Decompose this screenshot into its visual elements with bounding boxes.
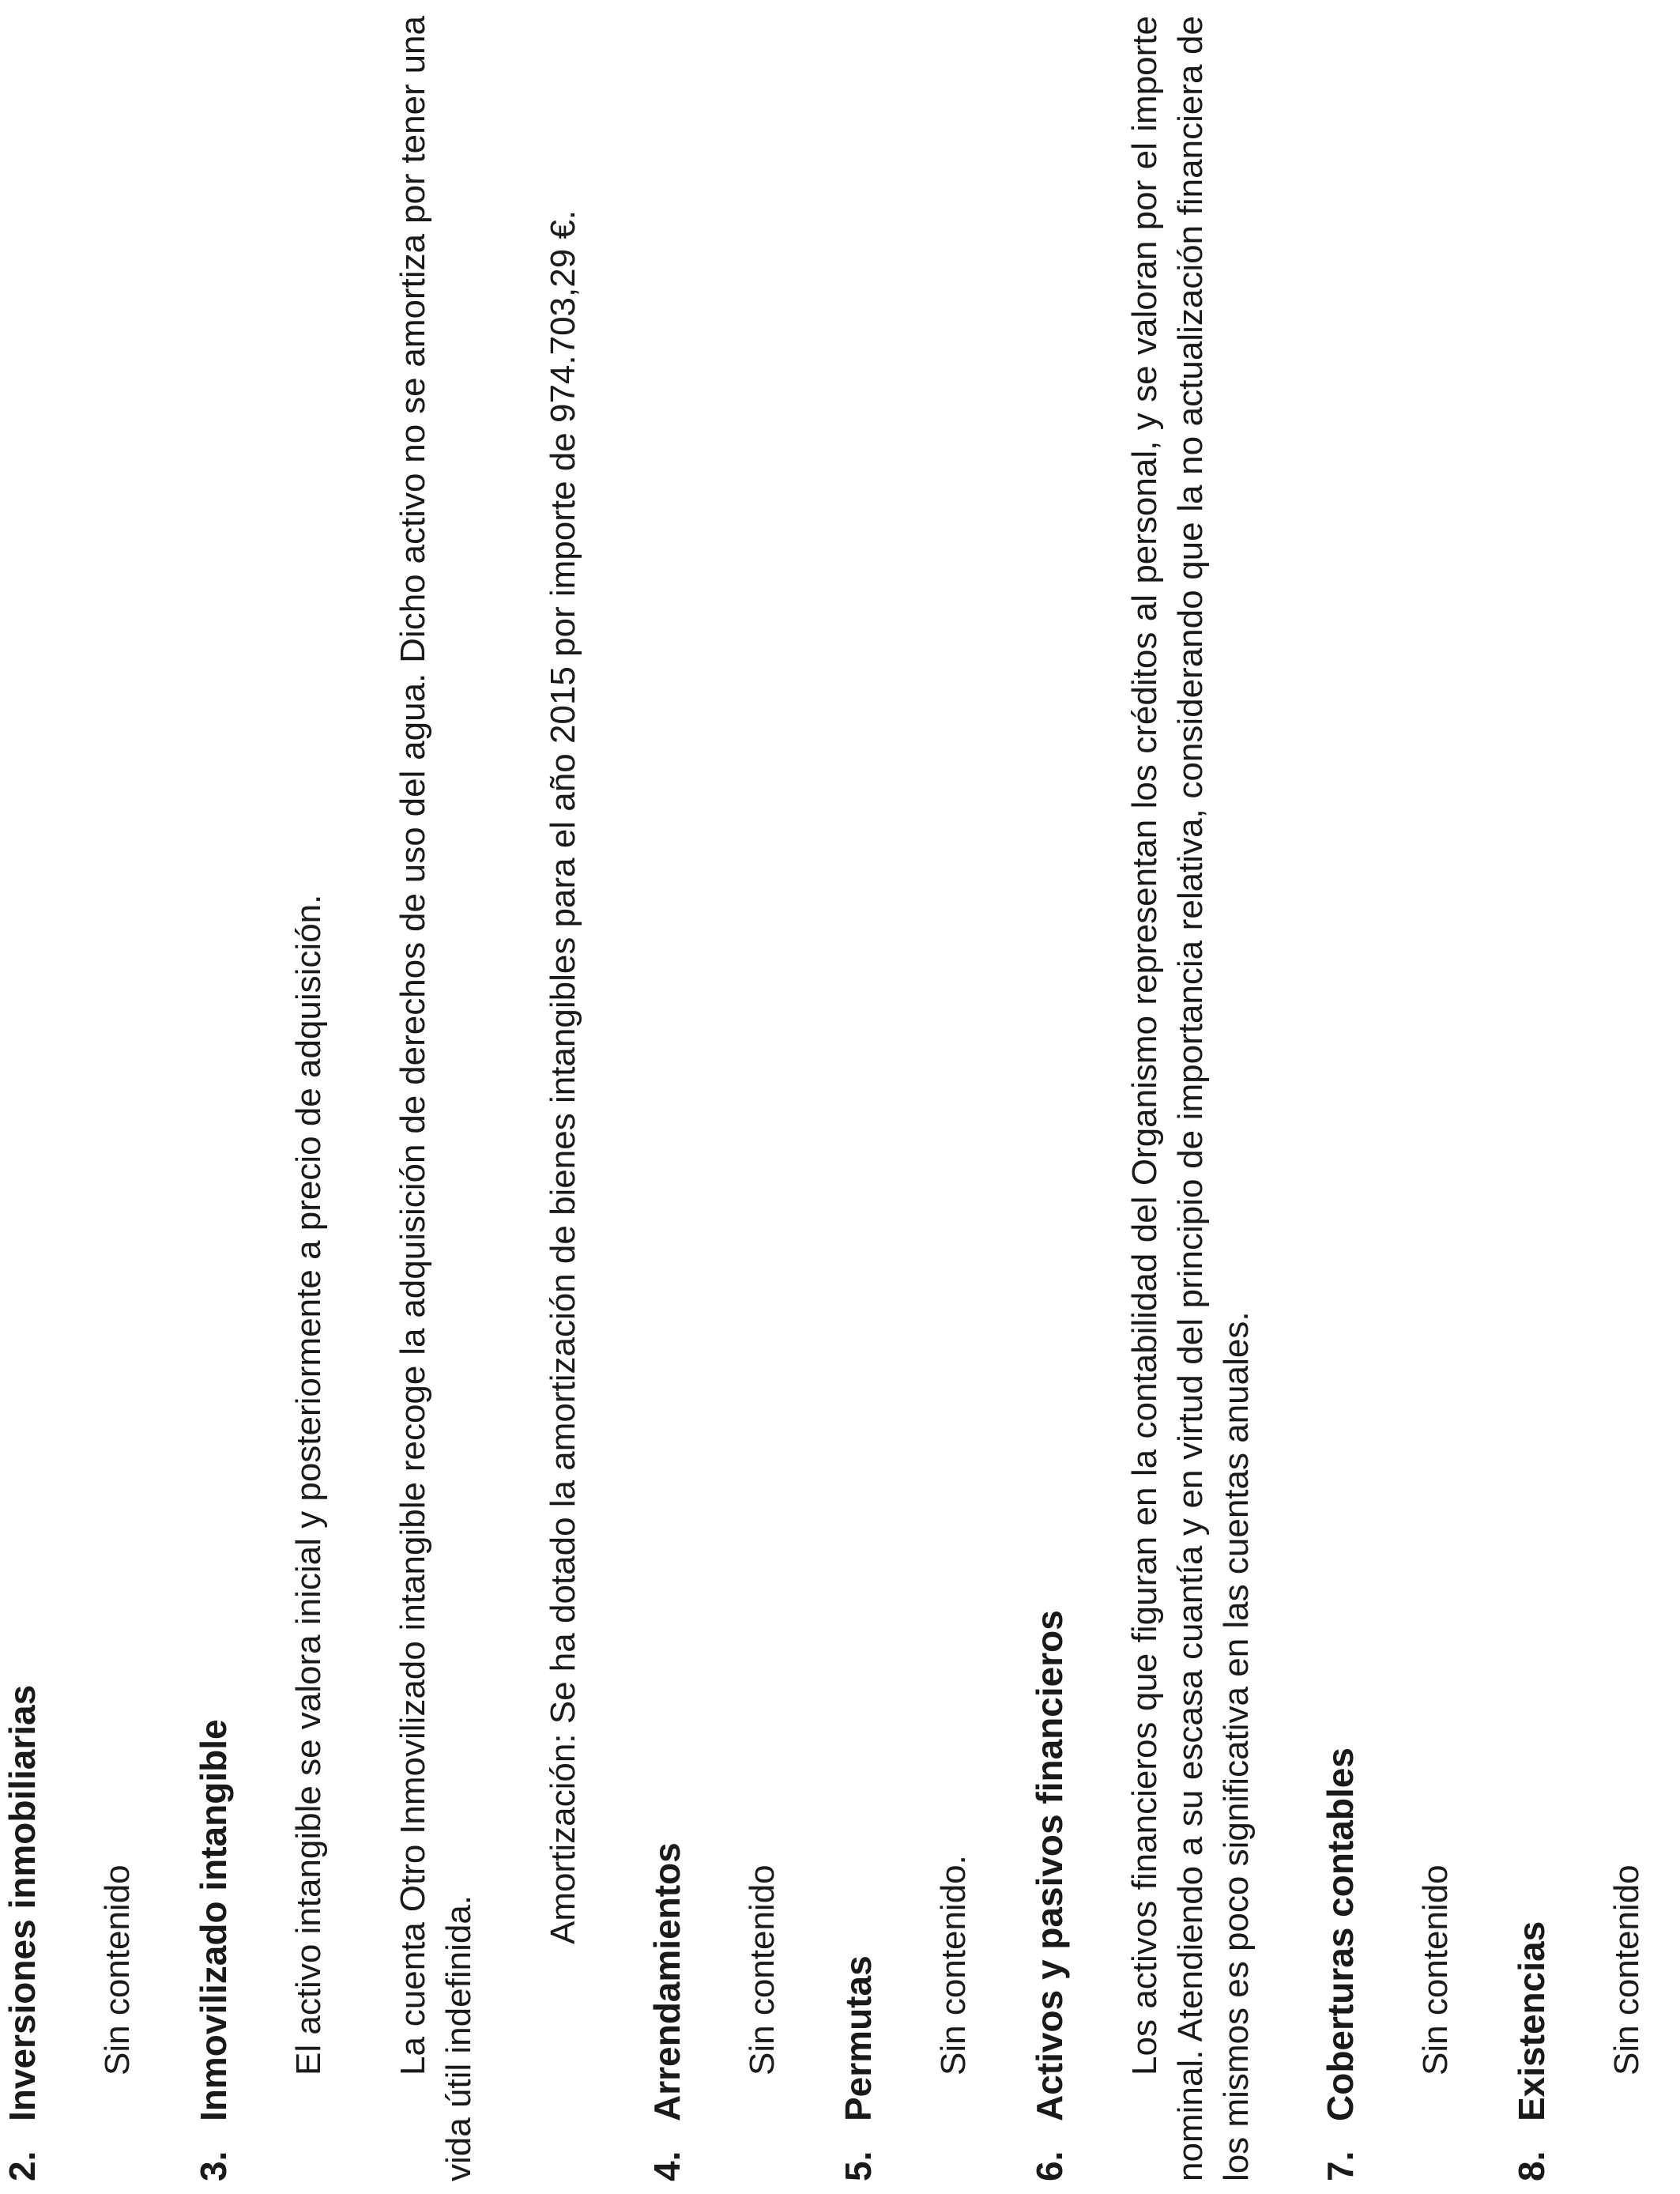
section-title: Coberturas contables (1320, 1747, 1361, 2121)
section-2-body: Sin contenido (98, 1864, 137, 2075)
section-title: Activos y pasivos financieros (1029, 1610, 1070, 2121)
section-2-heading (0, 16, 44, 2181)
section-6-paragraph-1: Los activos financieros que figuran en la contabilidad del Organismo representan los créditos al personal, y se valoran por el importe nominal. Atendiendo a su escasa cuantía y en virtud del principio de importancia relativa, considerando que la no actualización financiera de los mismos es poco significativa en las cuentas anuales. (1125, 16, 1256, 2181)
section-number: 4. (646, 2151, 687, 2181)
section-title: Arrendamientos (646, 1842, 687, 2121)
section-title: Existencias (1511, 1921, 1552, 2121)
section-title: Inversiones inmobiliarias (2, 1684, 43, 2121)
section-4-heading (645, 16, 689, 2181)
section-3-paragraph-2: La cuenta Otro Inmovilizado intangible recoge la adquisición de derechos de uso del agua. Dicho activo no se amortiza por tener una vida útil indefinida. (394, 16, 478, 2181)
document-content (0, 16, 1650, 2181)
section-title: Inmovilizado intangible (193, 1719, 234, 2121)
section-title: Permutas (838, 1955, 879, 2121)
section-number: 6. (1029, 2151, 1070, 2181)
section-number: 3. (193, 2151, 234, 2181)
section-number: 7. (1320, 2151, 1361, 2181)
section-3-heading (191, 16, 235, 2181)
section-3-paragraph-3: Amortización: Se ha dotado la amortización de bienes intangibles para el año 2015 por importe de 974.703,29 €. (544, 209, 582, 1944)
section-5-heading (836, 16, 880, 2181)
section-number: 2. (2, 2151, 43, 2181)
section-8-body: Sin contenido (1607, 1864, 1646, 2075)
section-7-body: Sin contenido (1416, 1864, 1455, 2075)
section-8-heading (1509, 16, 1554, 2181)
section-3-paragraph-1: El activo intangible se valora inicial y posteriormente a precio de adquisición. (289, 894, 328, 2075)
section-4-body: Sin contenido (743, 1864, 782, 2075)
section-7-heading (1318, 16, 1362, 2181)
section-5-body: Sin contenido. (934, 1855, 973, 2075)
section-6-heading (1027, 16, 1072, 2181)
section-number: 5. (838, 2151, 879, 2181)
section-number: 8. (1511, 2151, 1552, 2181)
